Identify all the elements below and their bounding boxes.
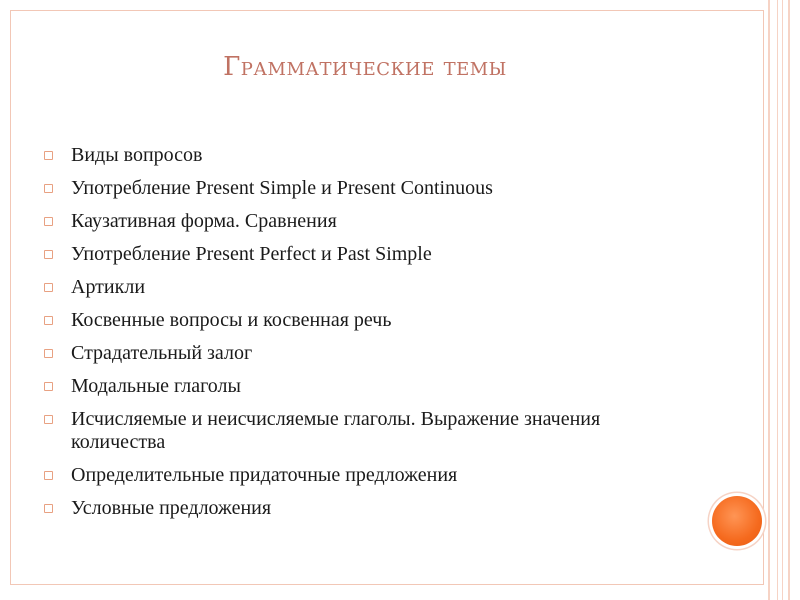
list-item-text: Каузативная форма. Сравнения	[71, 210, 337, 232]
list-item	[44, 309, 684, 332]
square-bullet-icon	[44, 504, 53, 513]
list-item-text: Употребление Present Perfect и Past Simple	[71, 243, 432, 265]
square-bullet-icon	[44, 151, 53, 160]
list-item-text: Страдательный залог	[71, 342, 253, 364]
square-bullet-icon	[44, 349, 53, 358]
square-bullet-icon	[44, 415, 53, 424]
list-item	[44, 243, 684, 266]
list-item	[44, 342, 684, 365]
square-bullet-icon	[44, 316, 53, 325]
list-item-text: Артикли	[71, 276, 146, 298]
list-item	[44, 464, 684, 487]
list-item-text: Косвенные вопросы и косвенная речь	[71, 309, 392, 331]
square-bullet-icon	[44, 471, 53, 480]
list-item-text: Условные предложения	[71, 497, 272, 519]
square-bullet-icon	[44, 217, 53, 226]
list-item	[44, 375, 684, 398]
decorative-side-bar-inner	[777, 0, 783, 600]
topic-list	[44, 144, 684, 530]
square-bullet-icon	[44, 250, 53, 259]
list-item-text: Употребление Present Simple и Present Continuous	[71, 177, 493, 199]
list-item-text: Исчисляемые и неисчисляемые глаголы. Выражение значения количества	[71, 408, 601, 453]
decorative-orange-circle	[712, 496, 762, 546]
list-item	[44, 408, 684, 454]
list-item	[44, 210, 684, 233]
list-item-text: Модальные глаголы	[71, 375, 241, 397]
square-bullet-icon	[44, 382, 53, 391]
square-bullet-icon	[44, 184, 53, 193]
list-item-text: Виды вопросов	[71, 144, 203, 166]
list-item	[44, 177, 684, 200]
list-item-text: Определительные придаточные предложения	[71, 464, 458, 486]
list-item	[44, 144, 684, 167]
list-item	[44, 497, 684, 520]
decorative-side-bar	[768, 0, 790, 600]
slide-title: Грамматические темы	[223, 52, 507, 82]
list-item	[44, 276, 684, 299]
square-bullet-icon	[44, 283, 53, 292]
